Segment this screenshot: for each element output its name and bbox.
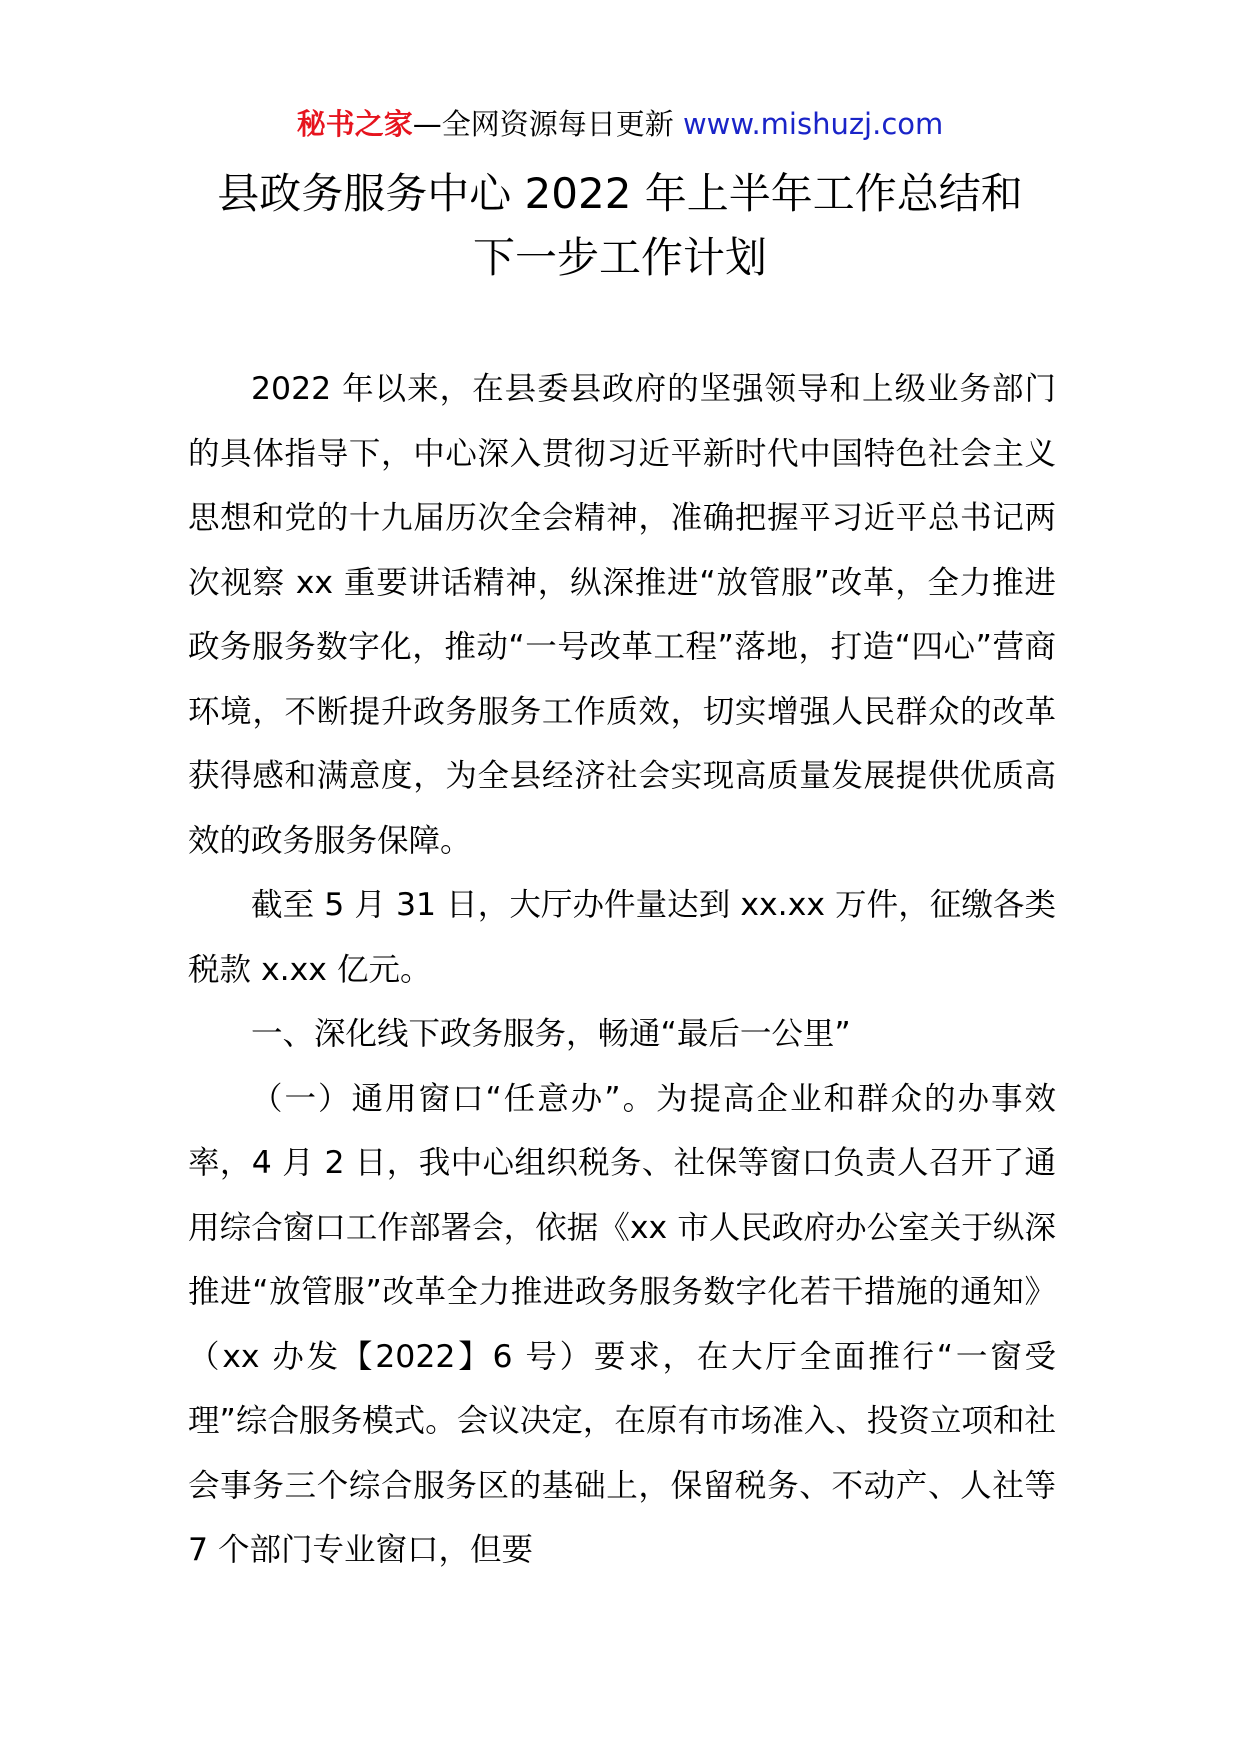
site-brand: 秘书之家	[296, 107, 413, 141]
title-line-2: 下一步工作计划	[472, 233, 767, 282]
paragraph-intro: 2022 年以来，在县委县政府的坚强领导和上级业务部门的具体指导下，中心深入贯彻习近平新时代中国特色社会主义思想和党的十九届历次全会精神，准确把握平习近平总书记两次视察 xx 重要讲话精神，纵深推进“放管服”改革，全力推进政务服务数字化，推动“一号改革工程”落地，打造“四心”营商环境，不断提升政务服务工作质效，切实增强人民群众的改革获得感和满意度，为全县经济社会实现高质量发展提供优质高效的政务服务保障。	[188, 371, 1056, 859]
title-line-1: 县政务服务中心 2022 年上半年工作总结和	[217, 169, 1023, 218]
document-title	[0, 162, 1240, 290]
paragraph-statistics: 截至 5 月 31 日，大厅办件量达到 xx.xx 万件，征缴各类税款 x.xx 亿元。	[188, 887, 1056, 988]
paragraph-section-1-1: （一）通用窗口“任意办”。为提高企业和群众的办事效率，4 月 2 日，我中心组织税务、社保等窗口负责人召开了通用综合窗口工作部署会，依据《xx 市人民政府办公室关于纵深推进“放管服”改革全力推进政务服务数字化若干措施的通知》（xx 办发【2022】6 号）要求，在大厅全面推行“一窗受理”综合服务模式。会议决定，在原有市场准入、投资立项和社会事务三个综合服务区的基础上，保留税务、不动产、人社等 7 个部门专业窗口，但要	[188, 1080, 1056, 1568]
section-heading-1: 一、深化线下政务服务，畅通“最后一公里”	[251, 1016, 851, 1052]
site-header	[0, 104, 1240, 144]
site-url-link[interactable]: www.mishuzj.com	[682, 107, 944, 141]
site-tagline: —全网资源每日更新	[412, 107, 674, 141]
document-body	[188, 357, 1056, 1583]
